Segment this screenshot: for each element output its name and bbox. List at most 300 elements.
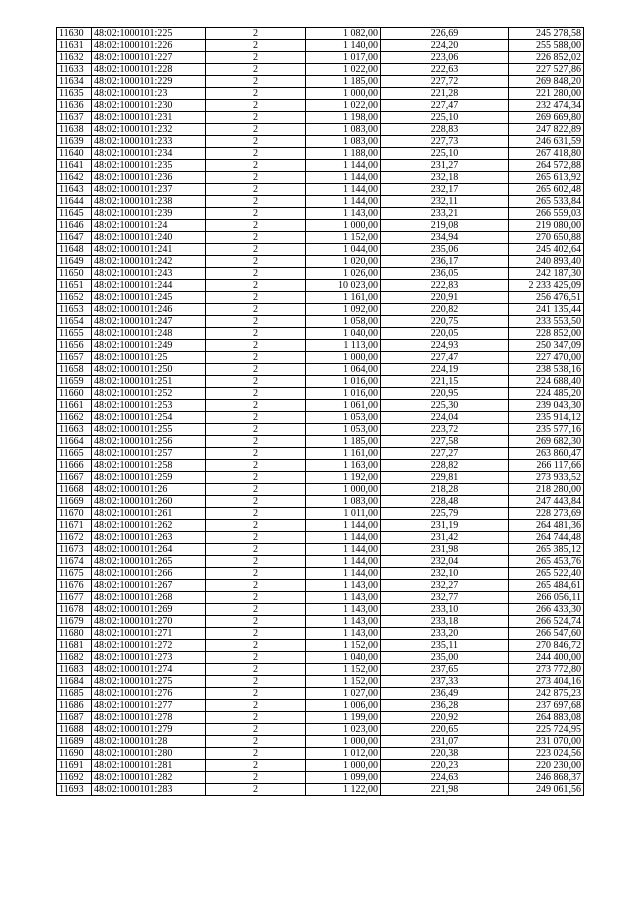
table-row	[57, 328, 584, 340]
rate-cell: 231,42	[381, 532, 509, 544]
area-cell: 1 144,00	[306, 544, 381, 556]
row-number-cell: 11684	[57, 676, 92, 688]
table-row	[57, 136, 584, 148]
table-row	[57, 40, 584, 52]
table-row	[57, 364, 584, 376]
category-cell: 2	[206, 568, 306, 580]
row-number-cell: 11633	[57, 64, 92, 76]
category-cell: 2	[206, 760, 306, 772]
rate-cell: 226,69	[381, 28, 509, 40]
table-row	[57, 88, 584, 100]
row-number-cell: 11672	[57, 532, 92, 544]
row-number-cell: 11664	[57, 436, 92, 448]
cadastral-number-cell: 48:02:1000101:253	[92, 400, 206, 412]
cadastral-number-cell: 48:02:1000101:251	[92, 376, 206, 388]
row-number-cell: 11632	[57, 52, 92, 64]
value-cell: 239 043,30	[509, 400, 584, 412]
cadastral-number-cell: 48:02:1000101:256	[92, 436, 206, 448]
row-number-cell: 11630	[57, 28, 92, 40]
value-cell: 266 117,66	[509, 460, 584, 472]
area-cell: 1 017,00	[306, 52, 381, 64]
rate-cell: 236,05	[381, 268, 509, 280]
rate-cell: 233,10	[381, 604, 509, 616]
table-row	[57, 664, 584, 676]
row-number-cell: 11680	[57, 628, 92, 640]
category-cell: 2	[206, 172, 306, 184]
row-number-cell: 11692	[57, 772, 92, 784]
category-cell: 2	[206, 520, 306, 532]
category-cell: 2	[206, 664, 306, 676]
row-number-cell: 11636	[57, 100, 92, 112]
table-row	[57, 28, 584, 40]
table-row	[57, 100, 584, 112]
value-cell: 2 233 425,09	[509, 280, 584, 292]
value-cell: 228 852,00	[509, 328, 584, 340]
area-cell: 1 144,00	[306, 556, 381, 568]
rate-cell: 223,72	[381, 424, 509, 436]
category-cell: 2	[206, 748, 306, 760]
value-cell: 265 613,92	[509, 172, 584, 184]
category-cell: 2	[206, 76, 306, 88]
cadastral-number-cell: 48:02:1000101:266	[92, 568, 206, 580]
rate-cell: 237,65	[381, 664, 509, 676]
value-cell: 249 061,56	[509, 784, 584, 796]
category-cell: 2	[206, 736, 306, 748]
value-cell: 227 527,86	[509, 64, 584, 76]
cadastral-number-cell: 48:02:1000101:269	[92, 604, 206, 616]
row-number-cell: 11676	[57, 580, 92, 592]
cadastral-number-cell: 48:02:1000101:236	[92, 172, 206, 184]
value-cell: 245 402,64	[509, 244, 584, 256]
value-cell: 266 056,11	[509, 592, 584, 604]
value-cell: 264 744,48	[509, 532, 584, 544]
rate-cell: 236,17	[381, 256, 509, 268]
row-number-cell: 11658	[57, 364, 92, 376]
table-row	[57, 376, 584, 388]
cadastral-number-cell: 48:02:1000101:242	[92, 256, 206, 268]
row-number-cell: 11660	[57, 388, 92, 400]
area-cell: 1 144,00	[306, 196, 381, 208]
cadastral-number-cell: 48:02:1000101:250	[92, 364, 206, 376]
value-cell: 264 883,08	[509, 712, 584, 724]
category-cell: 2	[206, 208, 306, 220]
cadastral-number-cell: 48:02:1000101:282	[92, 772, 206, 784]
cadastral-number-cell: 48:02:1000101:235	[92, 160, 206, 172]
area-cell: 1 012,00	[306, 748, 381, 760]
rate-cell: 220,05	[381, 328, 509, 340]
rate-cell: 232,77	[381, 592, 509, 604]
category-cell: 2	[206, 496, 306, 508]
cadastral-number-cell: 48:02:1000101:254	[92, 412, 206, 424]
area-cell: 1 144,00	[306, 520, 381, 532]
cadastral-number-cell: 48:02:1000101:277	[92, 700, 206, 712]
value-cell: 247 822,89	[509, 124, 584, 136]
rate-cell: 221,98	[381, 784, 509, 796]
category-cell: 2	[206, 676, 306, 688]
area-cell: 1 188,00	[306, 148, 381, 160]
rate-cell: 218,28	[381, 484, 509, 496]
cadastral-number-cell: 48:02:1000101:261	[92, 508, 206, 520]
category-cell: 2	[206, 364, 306, 376]
cadastral-number-cell: 48:02:1000101:272	[92, 640, 206, 652]
row-number-cell: 11657	[57, 352, 92, 364]
row-number-cell: 11639	[57, 136, 92, 148]
cadastral-number-cell: 48:02:1000101:260	[92, 496, 206, 508]
row-number-cell: 11662	[57, 412, 92, 424]
row-number-cell: 11644	[57, 196, 92, 208]
category-cell: 2	[206, 712, 306, 724]
table-row	[57, 700, 584, 712]
row-number-cell: 11674	[57, 556, 92, 568]
rate-cell: 220,38	[381, 748, 509, 760]
area-cell: 1 016,00	[306, 376, 381, 388]
category-cell: 2	[206, 40, 306, 52]
row-number-cell: 11683	[57, 664, 92, 676]
area-cell: 1 082,00	[306, 28, 381, 40]
category-cell: 2	[206, 316, 306, 328]
row-number-cell: 11661	[57, 400, 92, 412]
rate-cell: 233,18	[381, 616, 509, 628]
category-cell: 2	[206, 544, 306, 556]
row-number-cell: 11673	[57, 544, 92, 556]
value-cell: 242 187,30	[509, 268, 584, 280]
cadastral-number-cell: 48:02:1000101:262	[92, 520, 206, 532]
value-cell: 238 538,16	[509, 364, 584, 376]
area-cell: 1 083,00	[306, 136, 381, 148]
rate-cell: 227,58	[381, 436, 509, 448]
table-row	[57, 244, 584, 256]
rate-cell: 221,15	[381, 376, 509, 388]
row-number-cell: 11631	[57, 40, 92, 52]
category-cell: 2	[206, 508, 306, 520]
value-cell: 220 230,00	[509, 760, 584, 772]
table-row	[57, 352, 584, 364]
value-cell: 265 533,84	[509, 196, 584, 208]
area-cell: 1 000,00	[306, 760, 381, 772]
row-number-cell: 11679	[57, 616, 92, 628]
value-cell: 231 070,00	[509, 736, 584, 748]
table-row	[57, 448, 584, 460]
rate-cell: 232,27	[381, 580, 509, 592]
category-cell: 2	[206, 592, 306, 604]
value-cell: 225 724,95	[509, 724, 584, 736]
value-cell: 269 848,20	[509, 76, 584, 88]
value-cell: 235 914,12	[509, 412, 584, 424]
cadastral-number-cell: 48:02:1000101:257	[92, 448, 206, 460]
area-cell: 10 023,00	[306, 280, 381, 292]
table-row	[57, 676, 584, 688]
row-number-cell: 11669	[57, 496, 92, 508]
value-cell: 269 682,30	[509, 436, 584, 448]
cadastral-number-cell: 48:02:1000101:276	[92, 688, 206, 700]
rate-cell: 227,47	[381, 352, 509, 364]
cadastral-number-cell: 48:02:1000101:273	[92, 652, 206, 664]
rate-cell: 222,83	[381, 280, 509, 292]
rate-cell: 225,79	[381, 508, 509, 520]
area-cell: 1 040,00	[306, 328, 381, 340]
table-row	[57, 736, 584, 748]
area-cell: 1 199,00	[306, 712, 381, 724]
area-cell: 1 185,00	[306, 76, 381, 88]
row-number-cell: 11643	[57, 184, 92, 196]
table-row	[57, 148, 584, 160]
category-cell: 2	[206, 28, 306, 40]
area-cell: 1 011,00	[306, 508, 381, 520]
rate-cell: 227,72	[381, 76, 509, 88]
table-row	[57, 772, 584, 784]
category-cell: 2	[206, 628, 306, 640]
area-cell: 1 143,00	[306, 616, 381, 628]
area-cell: 1 006,00	[306, 700, 381, 712]
rate-cell: 221,28	[381, 88, 509, 100]
table-row	[57, 724, 584, 736]
area-cell: 1 152,00	[306, 664, 381, 676]
category-cell: 2	[206, 88, 306, 100]
value-cell: 227 470,00	[509, 352, 584, 364]
cadastral-number-cell: 48:02:1000101:255	[92, 424, 206, 436]
cadastral-number-cell: 48:02:1000101:270	[92, 616, 206, 628]
table-row	[57, 184, 584, 196]
area-cell: 1 143,00	[306, 592, 381, 604]
area-cell: 1 064,00	[306, 364, 381, 376]
category-cell: 2	[206, 580, 306, 592]
rate-cell: 231,98	[381, 544, 509, 556]
category-cell: 2	[206, 124, 306, 136]
area-cell: 1 058,00	[306, 316, 381, 328]
area-cell: 1 163,00	[306, 460, 381, 472]
category-cell: 2	[206, 280, 306, 292]
value-cell: 267 418,80	[509, 148, 584, 160]
value-cell: 269 669,80	[509, 112, 584, 124]
row-number-cell: 11650	[57, 268, 92, 280]
table-row	[57, 388, 584, 400]
table-row	[57, 712, 584, 724]
value-cell: 245 278,58	[509, 28, 584, 40]
cadastral-number-cell: 48:02:1000101:274	[92, 664, 206, 676]
cadastral-number-cell: 48:02:1000101:264	[92, 544, 206, 556]
row-number-cell: 11668	[57, 484, 92, 496]
rate-cell: 224,04	[381, 412, 509, 424]
rate-cell: 232,18	[381, 172, 509, 184]
rate-cell: 232,17	[381, 184, 509, 196]
rate-cell: 236,49	[381, 688, 509, 700]
row-number-cell: 11634	[57, 76, 92, 88]
area-cell: 1 083,00	[306, 124, 381, 136]
cadastral-number-cell: 48:02:1000101:237	[92, 184, 206, 196]
cadastral-number-cell: 48:02:1000101:281	[92, 760, 206, 772]
cadastral-number-cell: 48:02:1000101:231	[92, 112, 206, 124]
category-cell: 2	[206, 64, 306, 76]
cadastral-number-cell: 48:02:1000101:265	[92, 556, 206, 568]
row-number-cell: 11686	[57, 700, 92, 712]
area-cell: 1 144,00	[306, 532, 381, 544]
table-row	[57, 160, 584, 172]
value-cell: 266 524,74	[509, 616, 584, 628]
table-row	[57, 268, 584, 280]
category-cell: 2	[206, 400, 306, 412]
category-cell: 2	[206, 136, 306, 148]
rate-cell: 235,11	[381, 640, 509, 652]
value-cell: 232 474,34	[509, 100, 584, 112]
value-cell: 247 443,84	[509, 496, 584, 508]
value-cell: 256 476,51	[509, 292, 584, 304]
row-number-cell: 11693	[57, 784, 92, 796]
rate-cell: 227,73	[381, 136, 509, 148]
area-cell: 1 143,00	[306, 604, 381, 616]
area-cell: 1 000,00	[306, 736, 381, 748]
value-cell: 255 588,00	[509, 40, 584, 52]
rate-cell: 231,19	[381, 520, 509, 532]
category-cell: 2	[206, 148, 306, 160]
cadastral-number-cell: 48:02:1000101:26	[92, 484, 206, 496]
value-cell: 273 772,80	[509, 664, 584, 676]
cadastral-number-cell: 48:02:1000101:248	[92, 328, 206, 340]
value-cell: 246 868,37	[509, 772, 584, 784]
category-cell: 2	[206, 184, 306, 196]
row-number-cell: 11646	[57, 220, 92, 232]
value-cell: 266 559,03	[509, 208, 584, 220]
area-cell: 1 023,00	[306, 724, 381, 736]
area-cell: 1 061,00	[306, 400, 381, 412]
cadastral-number-cell: 48:02:1000101:241	[92, 244, 206, 256]
cadastral-number-cell: 48:02:1000101:25	[92, 352, 206, 364]
table-row	[57, 592, 584, 604]
category-cell: 2	[206, 688, 306, 700]
cadastral-number-cell: 48:02:1000101:239	[92, 208, 206, 220]
table-row	[57, 304, 584, 316]
category-cell: 2	[206, 784, 306, 796]
row-number-cell: 11640	[57, 148, 92, 160]
cadastral-number-cell: 48:02:1000101:232	[92, 124, 206, 136]
row-number-cell: 11654	[57, 316, 92, 328]
row-number-cell: 11678	[57, 604, 92, 616]
row-number-cell: 11677	[57, 592, 92, 604]
table-row	[57, 760, 584, 772]
value-cell: 219 080,00	[509, 220, 584, 232]
category-cell: 2	[206, 448, 306, 460]
row-number-cell: 11653	[57, 304, 92, 316]
value-cell: 273 404,16	[509, 676, 584, 688]
row-number-cell: 11687	[57, 712, 92, 724]
category-cell: 2	[206, 484, 306, 496]
row-number-cell: 11691	[57, 760, 92, 772]
row-number-cell: 11651	[57, 280, 92, 292]
category-cell: 2	[206, 160, 306, 172]
rate-cell: 220,82	[381, 304, 509, 316]
table-row	[57, 400, 584, 412]
cadastral-number-cell: 48:02:1000101:234	[92, 148, 206, 160]
rate-cell: 219,08	[381, 220, 509, 232]
table-row	[57, 196, 584, 208]
area-cell: 1 016,00	[306, 388, 381, 400]
rate-cell: 232,10	[381, 568, 509, 580]
area-cell: 1 053,00	[306, 424, 381, 436]
area-cell: 1 026,00	[306, 268, 381, 280]
area-cell: 1 000,00	[306, 220, 381, 232]
area-cell: 1 040,00	[306, 652, 381, 664]
row-number-cell: 11665	[57, 448, 92, 460]
area-cell: 1 161,00	[306, 292, 381, 304]
value-cell: 270 846,72	[509, 640, 584, 652]
value-cell: 265 522,40	[509, 568, 584, 580]
table-row	[57, 580, 584, 592]
value-cell: 241 135,44	[509, 304, 584, 316]
rate-cell: 229,81	[381, 472, 509, 484]
row-number-cell: 11637	[57, 112, 92, 124]
cadastral-number-cell: 48:02:1000101:279	[92, 724, 206, 736]
category-cell: 2	[206, 232, 306, 244]
table-row	[57, 76, 584, 88]
value-cell: 242 875,23	[509, 688, 584, 700]
category-cell: 2	[206, 652, 306, 664]
category-cell: 2	[206, 352, 306, 364]
cadastral-number-cell: 48:02:1000101:229	[92, 76, 206, 88]
table-row	[57, 784, 584, 796]
area-cell: 1 053,00	[306, 412, 381, 424]
value-cell: 246 631,59	[509, 136, 584, 148]
table-row	[57, 640, 584, 652]
category-cell: 2	[206, 700, 306, 712]
table-row	[57, 412, 584, 424]
category-cell: 2	[206, 256, 306, 268]
rate-cell: 233,20	[381, 628, 509, 640]
row-number-cell: 11671	[57, 520, 92, 532]
rate-cell: 223,06	[381, 52, 509, 64]
table-row	[57, 52, 584, 64]
value-cell: 218 280,00	[509, 484, 584, 496]
row-number-cell: 11667	[57, 472, 92, 484]
category-cell: 2	[206, 376, 306, 388]
rate-cell: 224,19	[381, 364, 509, 376]
cadastral-number-cell: 48:02:1000101:249	[92, 340, 206, 352]
table-row	[57, 124, 584, 136]
rate-cell: 222,63	[381, 64, 509, 76]
area-cell: 1 152,00	[306, 640, 381, 652]
rate-cell: 225,10	[381, 112, 509, 124]
area-cell: 1 000,00	[306, 88, 381, 100]
table-row	[57, 748, 584, 760]
area-cell: 1 144,00	[306, 184, 381, 196]
category-cell: 2	[206, 436, 306, 448]
rate-cell: 231,07	[381, 736, 509, 748]
cadastral-number-cell: 48:02:1000101:252	[92, 388, 206, 400]
cadastral-number-cell: 48:02:1000101:24	[92, 220, 206, 232]
row-number-cell: 11682	[57, 652, 92, 664]
table-row	[57, 472, 584, 484]
cadastral-number-cell: 48:02:1000101:280	[92, 748, 206, 760]
rate-cell: 235,00	[381, 652, 509, 664]
rate-cell: 224,63	[381, 772, 509, 784]
value-cell: 265 385,12	[509, 544, 584, 556]
rate-cell: 220,95	[381, 388, 509, 400]
category-cell: 2	[206, 556, 306, 568]
value-cell: 224 485,20	[509, 388, 584, 400]
cadastral-number-cell: 48:02:1000101:258	[92, 460, 206, 472]
cadastral-number-cell: 48:02:1000101:263	[92, 532, 206, 544]
value-cell: 228 273,69	[509, 508, 584, 520]
value-cell: 264 572,88	[509, 160, 584, 172]
area-cell: 1 020,00	[306, 256, 381, 268]
cadastral-number-cell: 48:02:1000101:271	[92, 628, 206, 640]
table-row	[57, 232, 584, 244]
category-cell: 2	[206, 616, 306, 628]
table-row	[57, 208, 584, 220]
category-cell: 2	[206, 460, 306, 472]
row-number-cell: 11663	[57, 424, 92, 436]
category-cell: 2	[206, 532, 306, 544]
area-cell: 1 027,00	[306, 688, 381, 700]
rate-cell: 220,91	[381, 292, 509, 304]
